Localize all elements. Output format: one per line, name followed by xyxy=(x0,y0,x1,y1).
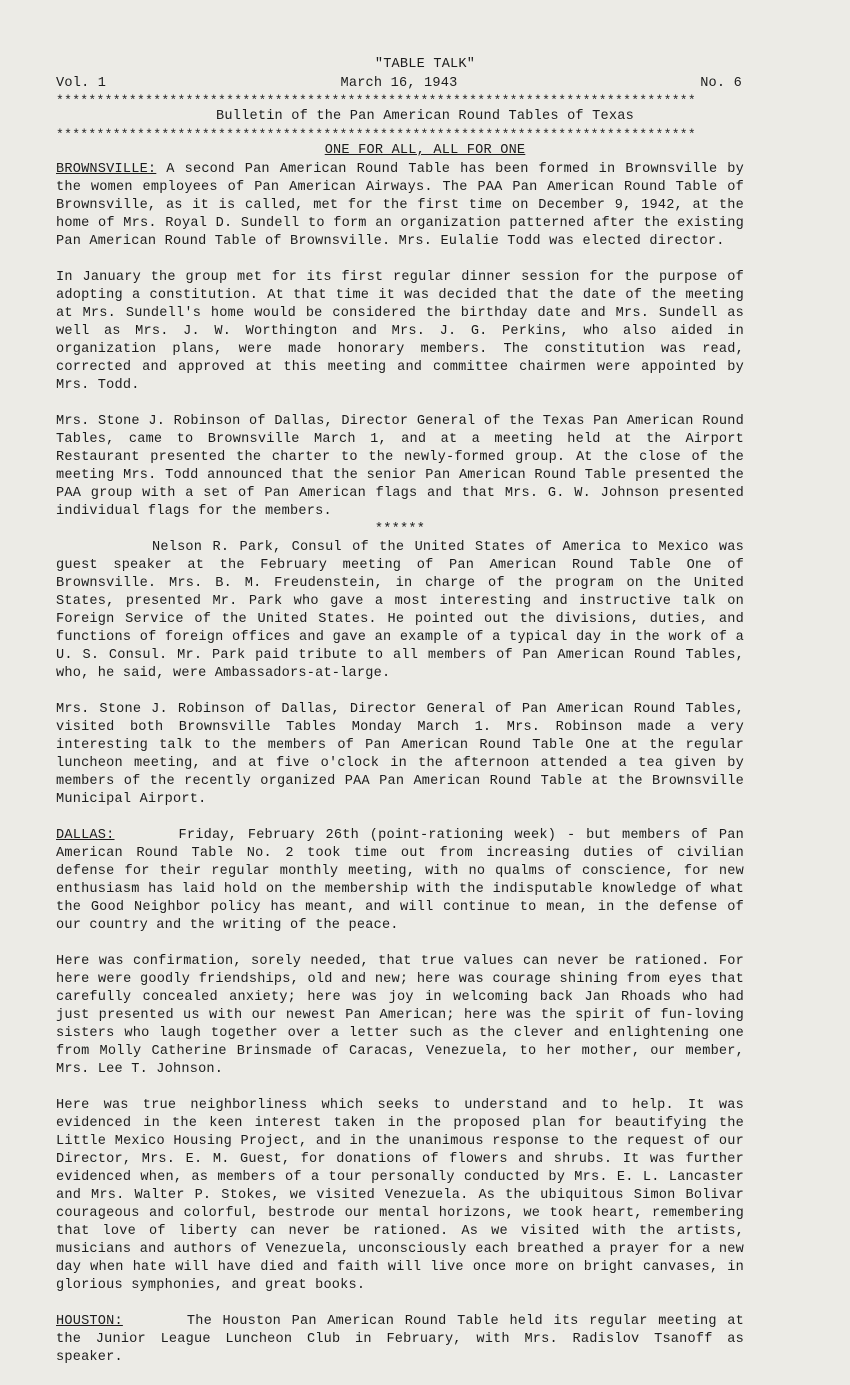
motto-heading: ONE FOR ALL, ALL FOR ONE xyxy=(324,143,526,158)
dallas-paragraph-2: Here was confirmation, sorely needed, that true values can never be rationed. For here were goodly friendships, old and new; here was courage shining from eyes that carefully concealed anxiety; here was joy in welcoming back Jan Rhoads who had just presented us with our newest Pan American; here was the spirit of fun-loving sisters who laugh together over a letter such as the clever and enlightening one from Molly Catherine Brinsmade of Caracas, Venezuela, to her mother, our member, Mrs. Lee T. Johnson. xyxy=(56,954,744,1077)
brownsville-paragraph-2: In January the group met for its first regular dinner session for the purpose of adopting a constitution. At that time it was decided that the date of the meeting at Mrs. Sundell's home would be considered the birthday date and Mrs. Sundell as well as Mrs. J. W. Worthington and Mrs. J. G. Perkins, who also aided in organization plans, were made honorary members. The constitution was read, corrected and approved at this meeting and committee chairmen were appointed by Mrs. Todd. xyxy=(56,270,744,393)
brownsville-paragraph-4: Nelson R. Park, Consul of the United States of America to Mexico was guest speaker at the February meeting of Pan American Round Table One of Brownsville. Mrs. B. M. Freudenstein, in charge of the program on the United States, presented Mr. Park who gave a most interesting and instructive talk on Foreign Service of the United States. He pointed out the divisions, duties, and functions of foreign offices and gave an example of a typical day in the work of a U. S. Consul. Mr. Park paid tribute to all members of Pan American Round Tables, who, he said, were Ambassadors-at-large. xyxy=(56,540,744,681)
bulletin-subtitle: Bulletin of the Pan American Round Tables of Texas xyxy=(216,109,634,124)
issue-date: March 16, 1943 xyxy=(340,76,458,91)
brownsville-paragraph-3: Mrs. Stone J. Robinson of Dallas, Director General of the Texas Pan American Round Tables, came to Brownsville March 1, and at a meeting held at the Airport Restaurant presented the charter to the newly-formed group. At the close of the meeting Mrs. Todd announced that the senior Pan American Round Table presented the PAA group with a set of Pan American flags and that Mrs. G. W. Johnson presented individual flags for the members. xyxy=(56,414,744,519)
dallas-paragraph-1: DALLAS: Friday, February 26th (point-rationing week) - but members of Pan American Round Table No. 2 took time out from increasing duties of civilian defense for their regular monthly meeting, with no qualms of conscience, for new enthusiasm has laid hold on the membership with the indisputable knowledge of what the Good Neighbor policy has meant, and will continue to mean, in the defense of our country and the writing of the peace. xyxy=(56,828,744,933)
volume-label: Vol. 1 xyxy=(56,76,107,91)
newsletter-title: "TABLE TALK" xyxy=(374,57,476,72)
dallas-paragraph-3: Here was true neighborliness which seeks to understand and to help. It was evidenced in the keen interest taken in the proposed plan for beautifying the Little Mexico Housing Project, and in the unanimous response to the request of our Director, Mrs. E. M. Guest, for donations of flowers and shrubs. It was further evidenced when, as members of a tour personally conducted by Mrs. E. L. Lancaster and Mrs. Walter P. Stokes, we visited Venezuela. As the ubiquitous Simon Bolivar courageous and colorful, bestrode our mental horizons, we took heart, remembering that love of liberty can never be rationed. As we visited with the artists, musicians and authors of Venezuela, unconsciously each breathed a prayer for a new day when hate will have died and faith will live once more on bright canvases, in glorious symphonies, and great books. xyxy=(56,1098,744,1293)
article-body xyxy=(56,161,744,1385)
section-heading-brownsville: BROWNSVILLE: xyxy=(56,162,157,177)
brownsville-paragraph-5: Mrs. Stone J. Robinson of Dallas, Director General of Pan American Round Tables, visited both Brownsville Tables Monday March 1. Mrs. Robinson made a very interesting talk to the members of Pan American Round Table One at the regular luncheon meeting, and at five o'clock in the afternoon attended a tea given by members of the recently organized PAA Pan American Round Table at the Brownsville Municipal Airport. xyxy=(56,702,744,807)
issue-info-row xyxy=(56,75,742,93)
section-separator: ****** xyxy=(374,522,426,537)
star-divider-bottom: ******************************************************************************* xyxy=(56,127,696,142)
section-heading-dallas: DALLAS: xyxy=(56,828,115,843)
houston-paragraph-1: HOUSTON: The Houston Pan American Round Table held its regular meeting at the Junior League Luncheon Club in February, with Mrs. Radislov Tsanoff as speaker. xyxy=(56,1314,744,1365)
star-divider-top: ******************************************************************************* xyxy=(56,93,696,108)
brownsville-paragraph-1: BROWNSVILLE: A second Pan American Round Table has been formed in Brownsville by the women employees of Pan American Airways. The PAA Pan American Round Table of Brownsville, as it is called, met for the first time on December 9, 1942, at the home of Mrs. Royal D. Sundell to form an organization patterned after the existing Pan American Round Table of Brownsville. Mrs. Eulalie Todd was elected director. xyxy=(56,162,744,249)
section-heading-houston: HOUSTON: xyxy=(56,1314,123,1329)
issue-number: No. 6 xyxy=(700,76,742,91)
